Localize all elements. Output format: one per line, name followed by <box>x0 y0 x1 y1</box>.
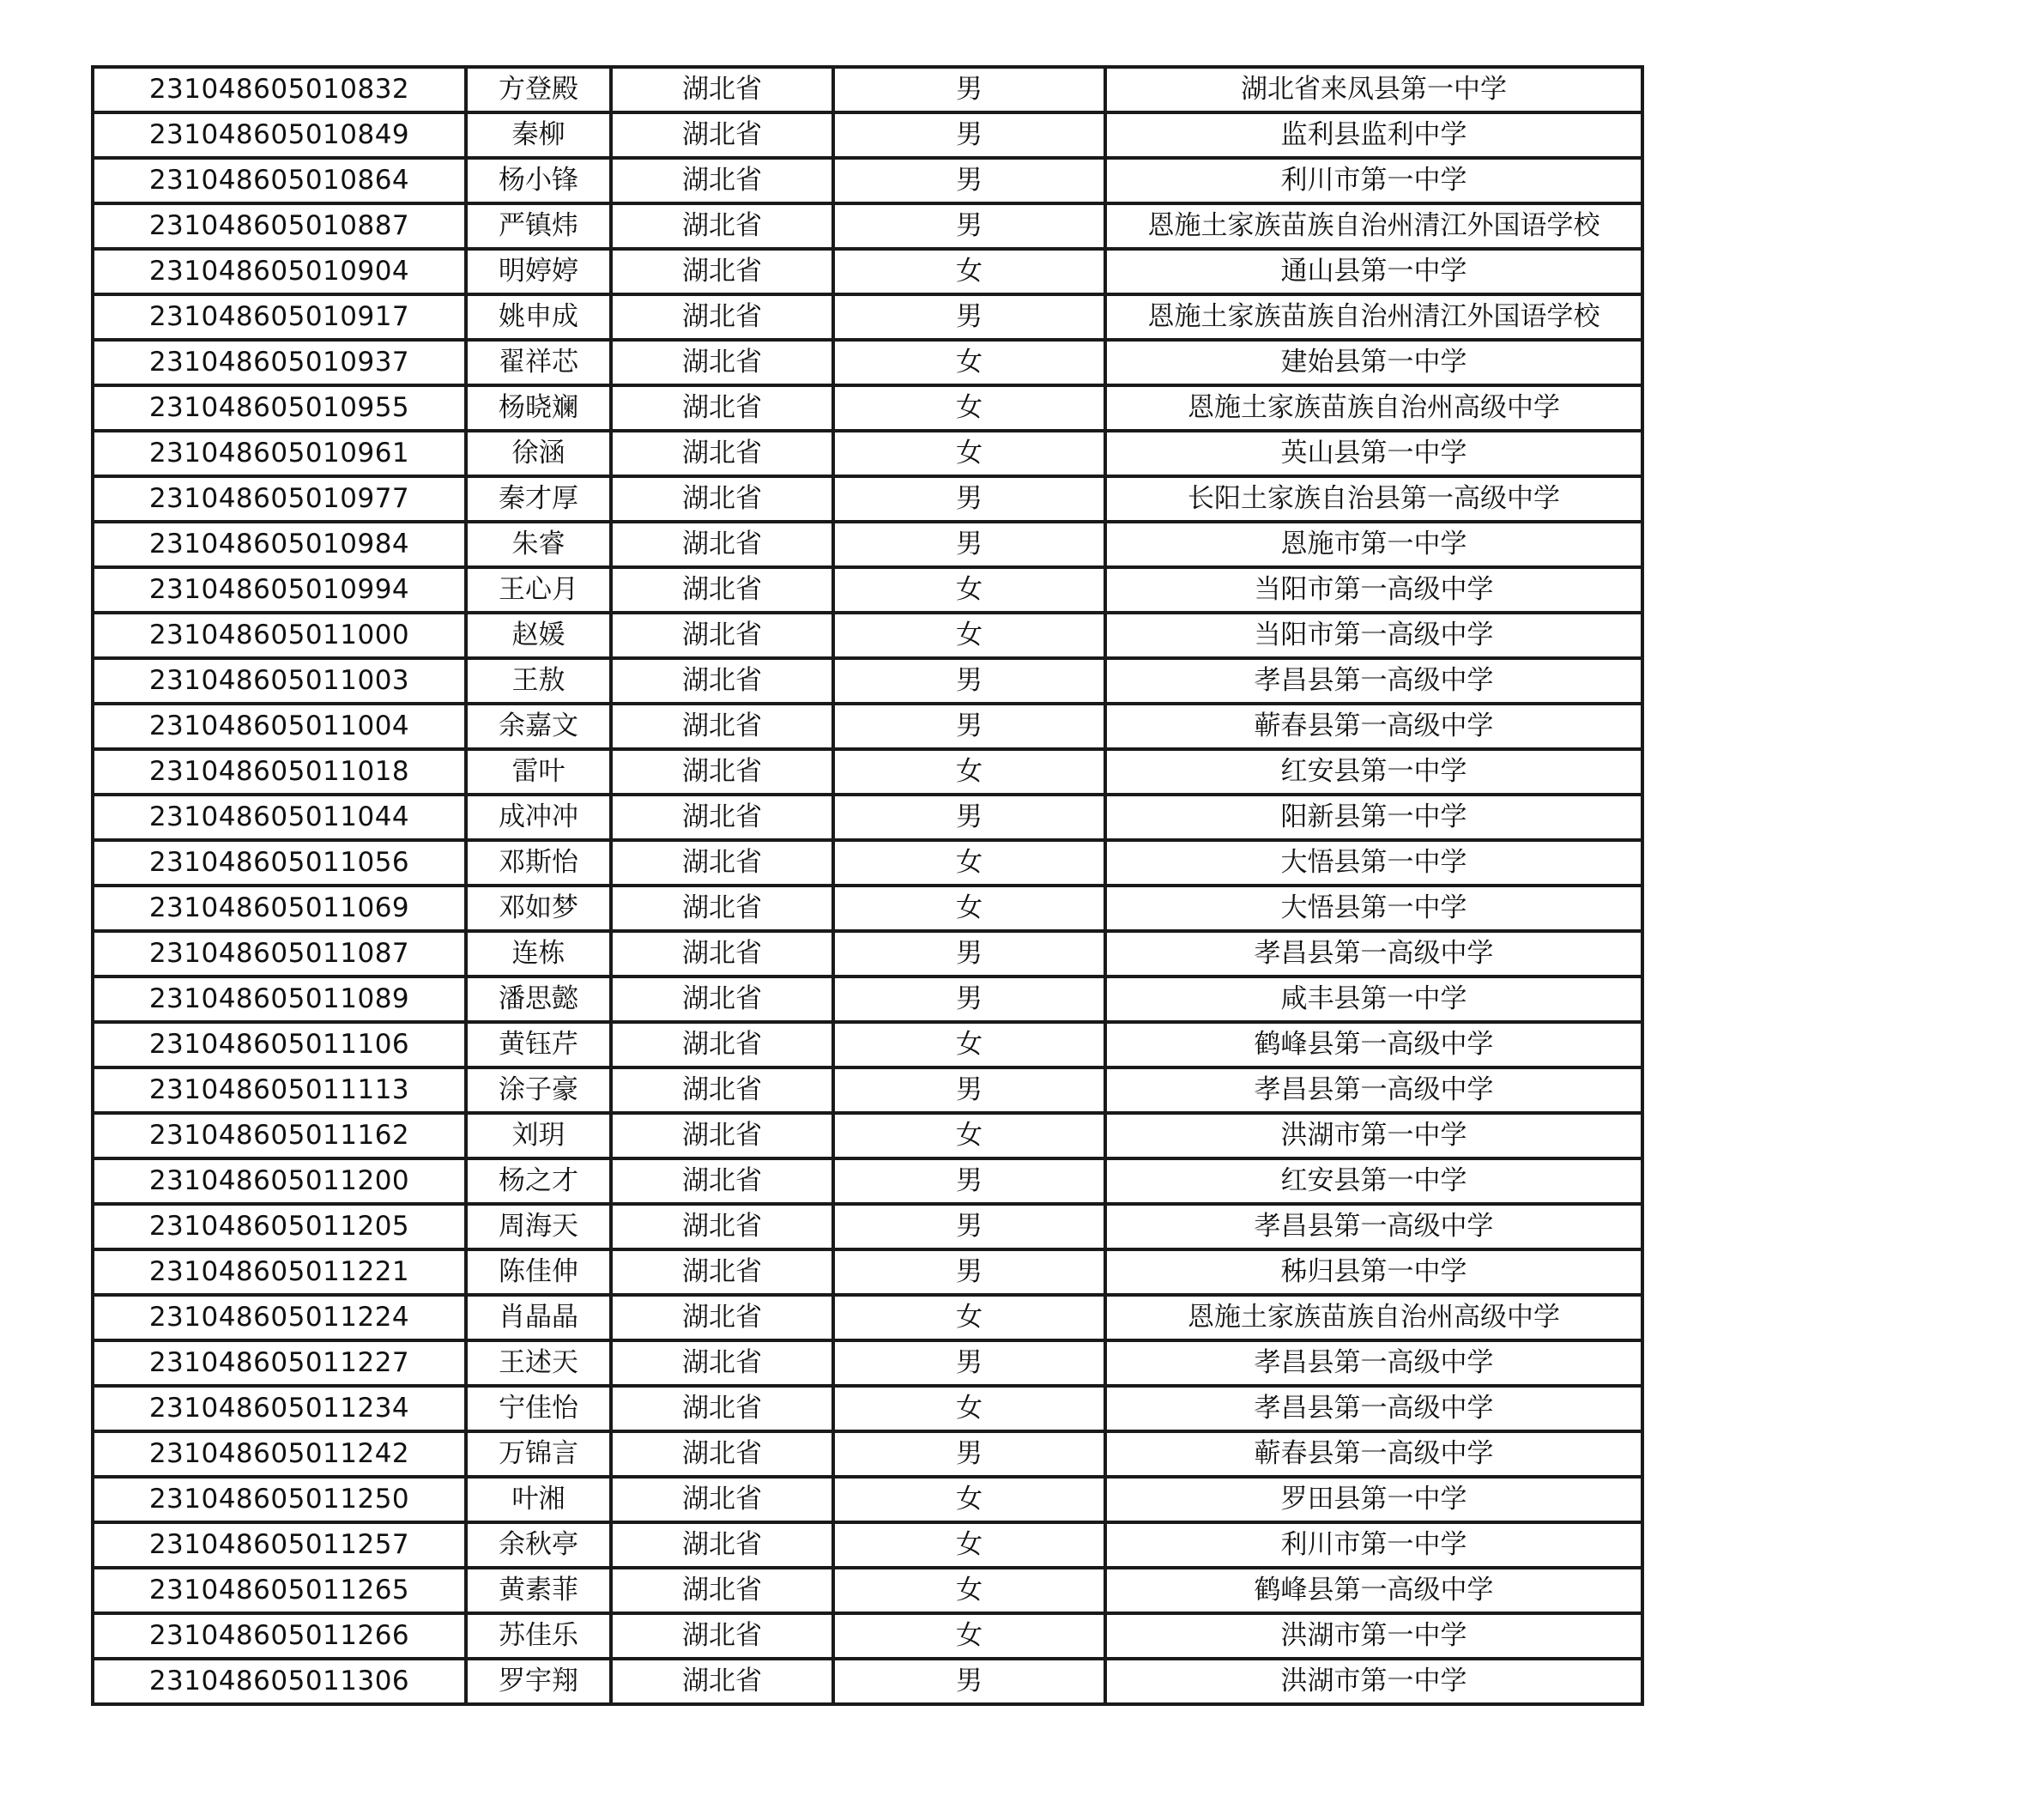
province-cell: 湖北省 <box>611 1249 833 1295</box>
student-id-cell: 231048605011227 <box>93 1340 466 1386</box>
province-cell: 湖北省 <box>611 1568 833 1613</box>
student-id-cell: 231048605010864 <box>93 158 466 203</box>
province-cell: 湖北省 <box>611 112 833 158</box>
student-name-cell: 宁佳怡 <box>466 1386 611 1431</box>
gender-cell: 女 <box>833 1022 1105 1067</box>
table-row <box>93 886 1642 931</box>
province-cell: 湖北省 <box>611 249 833 294</box>
province-cell: 湖北省 <box>611 1340 833 1386</box>
student-id-cell: 231048605010977 <box>93 476 466 522</box>
province-cell: 湖北省 <box>611 1431 833 1477</box>
school-cell: 建始县第一中学 <box>1105 340 1642 385</box>
school-cell: 恩施土家族苗族自治州清江外国语学校 <box>1105 203 1642 249</box>
table-row <box>93 1295 1642 1340</box>
table-row <box>93 977 1642 1022</box>
student-name-cell: 雷叶 <box>466 749 611 795</box>
gender-cell: 男 <box>833 795 1105 840</box>
school-cell: 蕲春县第一高级中学 <box>1105 1431 1642 1477</box>
table-row <box>93 658 1642 704</box>
student-id-cell: 231048605011018 <box>93 749 466 795</box>
province-cell: 湖北省 <box>611 1158 833 1204</box>
table-row <box>93 1113 1642 1158</box>
table-row <box>93 1568 1642 1613</box>
student-id-cell: 231048605010849 <box>93 112 466 158</box>
student-id-cell: 231048605010832 <box>93 67 466 112</box>
school-cell: 洪湖市第一中学 <box>1105 1659 1642 1704</box>
gender-cell: 女 <box>833 385 1105 431</box>
province-cell: 湖北省 <box>611 886 833 931</box>
school-cell: 英山县第一中学 <box>1105 431 1642 476</box>
table-row <box>93 795 1642 840</box>
province-cell: 湖北省 <box>611 840 833 886</box>
student-id-cell: 231048605011106 <box>93 1022 466 1067</box>
province-cell: 湖北省 <box>611 203 833 249</box>
student-name-cell: 潘思懿 <box>466 977 611 1022</box>
gender-cell: 男 <box>833 158 1105 203</box>
school-cell: 孝昌县第一高级中学 <box>1105 1204 1642 1249</box>
table-row <box>93 67 1642 112</box>
province-cell: 湖北省 <box>611 704 833 749</box>
province-cell: 湖北省 <box>611 613 833 658</box>
school-cell: 利川市第一中学 <box>1105 158 1642 203</box>
school-cell: 恩施市第一中学 <box>1105 522 1642 567</box>
province-cell: 湖北省 <box>611 1386 833 1431</box>
student-name-cell: 秦柳 <box>466 112 611 158</box>
gender-cell: 女 <box>833 1477 1105 1522</box>
gender-cell: 男 <box>833 1067 1105 1113</box>
student-id-cell: 231048605011003 <box>93 658 466 704</box>
school-cell: 红安县第一中学 <box>1105 749 1642 795</box>
student-id-cell: 231048605011266 <box>93 1613 466 1659</box>
gender-cell: 女 <box>833 1386 1105 1431</box>
province-cell: 湖北省 <box>611 67 833 112</box>
gender-cell: 女 <box>833 249 1105 294</box>
school-cell: 罗田县第一中学 <box>1105 1477 1642 1522</box>
student-id-cell: 231048605011250 <box>93 1477 466 1522</box>
province-cell: 湖北省 <box>611 749 833 795</box>
student-id-cell: 231048605011162 <box>93 1113 466 1158</box>
student-id-cell: 231048605011224 <box>93 1295 466 1340</box>
school-cell: 孝昌县第一高级中学 <box>1105 1340 1642 1386</box>
student-id-cell: 231048605010937 <box>93 340 466 385</box>
school-cell: 恩施土家族苗族自治州高级中学 <box>1105 385 1642 431</box>
gender-cell: 男 <box>833 522 1105 567</box>
province-cell: 湖北省 <box>611 158 833 203</box>
school-cell: 长阳土家族自治县第一高级中学 <box>1105 476 1642 522</box>
student-id-cell: 231048605011069 <box>93 886 466 931</box>
province-cell: 湖北省 <box>611 1295 833 1340</box>
table-row <box>93 840 1642 886</box>
table-row <box>93 385 1642 431</box>
school-cell: 恩施土家族苗族自治州高级中学 <box>1105 1295 1642 1340</box>
table-row <box>93 613 1642 658</box>
roster-body <box>93 67 1642 1704</box>
student-name-cell: 叶湘 <box>466 1477 611 1522</box>
student-name-cell: 杨小锋 <box>466 158 611 203</box>
student-name-cell: 方登殿 <box>466 67 611 112</box>
student-id-cell: 231048605011242 <box>93 1431 466 1477</box>
gender-cell: 男 <box>833 1340 1105 1386</box>
student-name-cell: 余嘉文 <box>466 704 611 749</box>
gender-cell: 男 <box>833 1431 1105 1477</box>
student-id-cell: 231048605011265 <box>93 1568 466 1613</box>
table-row <box>93 476 1642 522</box>
student-id-cell: 231048605011234 <box>93 1386 466 1431</box>
gender-cell: 女 <box>833 1522 1105 1568</box>
student-name-cell: 杨晓斓 <box>466 385 611 431</box>
province-cell: 湖北省 <box>611 1659 833 1704</box>
table-row <box>93 1613 1642 1659</box>
student-name-cell: 万锦言 <box>466 1431 611 1477</box>
student-id-cell: 231048605011004 <box>93 704 466 749</box>
gender-cell: 男 <box>833 476 1105 522</box>
gender-cell: 女 <box>833 567 1105 613</box>
school-cell: 蕲春县第一高级中学 <box>1105 704 1642 749</box>
gender-cell: 男 <box>833 1659 1105 1704</box>
table-row <box>93 1022 1642 1067</box>
province-cell: 湖北省 <box>611 1613 833 1659</box>
student-name-cell: 邓如梦 <box>466 886 611 931</box>
table-row <box>93 1659 1642 1704</box>
student-name-cell: 陈佳伸 <box>466 1249 611 1295</box>
school-cell: 当阳市第一高级中学 <box>1105 567 1642 613</box>
table-row <box>93 704 1642 749</box>
student-name-cell: 刘玥 <box>466 1113 611 1158</box>
school-cell: 大悟县第一中学 <box>1105 840 1642 886</box>
student-name-cell: 涂子豪 <box>466 1067 611 1113</box>
gender-cell: 女 <box>833 340 1105 385</box>
gender-cell: 男 <box>833 67 1105 112</box>
student-id-cell: 231048605011089 <box>93 977 466 1022</box>
gender-cell: 女 <box>833 613 1105 658</box>
student-id-cell: 231048605010984 <box>93 522 466 567</box>
table-row <box>93 1477 1642 1522</box>
table-row <box>93 1204 1642 1249</box>
school-cell: 恩施土家族苗族自治州清江外国语学校 <box>1105 294 1642 340</box>
school-cell: 当阳市第一高级中学 <box>1105 613 1642 658</box>
gender-cell: 女 <box>833 1613 1105 1659</box>
student-name-cell: 黄钰芹 <box>466 1022 611 1067</box>
student-name-cell: 杨之才 <box>466 1158 611 1204</box>
gender-cell: 男 <box>833 931 1105 977</box>
province-cell: 湖北省 <box>611 977 833 1022</box>
student-name-cell: 成冲冲 <box>466 795 611 840</box>
student-id-cell: 231048605010904 <box>93 249 466 294</box>
roster-table <box>91 65 1644 1706</box>
student-id-cell: 231048605011044 <box>93 795 466 840</box>
table-row <box>93 1067 1642 1113</box>
school-cell: 洪湖市第一中学 <box>1105 1113 1642 1158</box>
table-row <box>93 203 1642 249</box>
student-name-cell: 姚申成 <box>466 294 611 340</box>
school-cell: 孝昌县第一高级中学 <box>1105 658 1642 704</box>
student-name-cell: 徐涵 <box>466 431 611 476</box>
table-row <box>93 340 1642 385</box>
table-row <box>93 1522 1642 1568</box>
student-name-cell: 邓斯怡 <box>466 840 611 886</box>
school-cell: 鹤峰县第一高级中学 <box>1105 1022 1642 1067</box>
student-name-cell: 明婷婷 <box>466 249 611 294</box>
province-cell: 湖北省 <box>611 385 833 431</box>
school-cell: 监利县监利中学 <box>1105 112 1642 158</box>
table-row <box>93 567 1642 613</box>
table-row <box>93 1340 1642 1386</box>
province-cell: 湖北省 <box>611 931 833 977</box>
school-cell: 秭归县第一中学 <box>1105 1249 1642 1295</box>
student-name-cell: 周海天 <box>466 1204 611 1249</box>
student-name-cell: 连栋 <box>466 931 611 977</box>
gender-cell: 女 <box>833 431 1105 476</box>
gender-cell: 男 <box>833 1158 1105 1204</box>
student-id-cell: 231048605010994 <box>93 567 466 613</box>
gender-cell: 男 <box>833 112 1105 158</box>
province-cell: 湖北省 <box>611 1477 833 1522</box>
school-cell: 孝昌县第一高级中学 <box>1105 1386 1642 1431</box>
province-cell: 湖北省 <box>611 1113 833 1158</box>
table-row <box>93 1249 1642 1295</box>
school-cell: 利川市第一中学 <box>1105 1522 1642 1568</box>
gender-cell: 男 <box>833 1204 1105 1249</box>
province-cell: 湖北省 <box>611 795 833 840</box>
table-row <box>93 249 1642 294</box>
student-name-cell: 翟祥芯 <box>466 340 611 385</box>
gender-cell: 女 <box>833 1113 1105 1158</box>
gender-cell: 男 <box>833 704 1105 749</box>
student-name-cell: 肖晶晶 <box>466 1295 611 1340</box>
table-row <box>93 522 1642 567</box>
gender-cell: 男 <box>833 203 1105 249</box>
gender-cell: 女 <box>833 749 1105 795</box>
school-cell: 红安县第一中学 <box>1105 1158 1642 1204</box>
student-id-cell: 231048605011205 <box>93 1204 466 1249</box>
table-row <box>93 1386 1642 1431</box>
province-cell: 湖北省 <box>611 340 833 385</box>
province-cell: 湖北省 <box>611 1204 833 1249</box>
table-row <box>93 112 1642 158</box>
student-id-cell: 231048605011087 <box>93 931 466 977</box>
table-row <box>93 931 1642 977</box>
student-id-cell: 231048605011056 <box>93 840 466 886</box>
gender-cell: 男 <box>833 1249 1105 1295</box>
student-id-cell: 231048605010887 <box>93 203 466 249</box>
school-cell: 大悟县第一中学 <box>1105 886 1642 931</box>
student-id-cell: 231048605011221 <box>93 1249 466 1295</box>
school-cell: 鹤峰县第一高级中学 <box>1105 1568 1642 1613</box>
school-cell: 孝昌县第一高级中学 <box>1105 1067 1642 1113</box>
student-name-cell: 苏佳乐 <box>466 1613 611 1659</box>
table-row <box>93 158 1642 203</box>
gender-cell: 女 <box>833 886 1105 931</box>
table-row <box>93 1158 1642 1204</box>
table-row <box>93 1431 1642 1477</box>
student-name-cell: 罗宇翔 <box>466 1659 611 1704</box>
school-cell: 通山县第一中学 <box>1105 249 1642 294</box>
student-name-cell: 严镇炜 <box>466 203 611 249</box>
table-row <box>93 431 1642 476</box>
gender-cell: 男 <box>833 977 1105 1022</box>
province-cell: 湖北省 <box>611 567 833 613</box>
student-name-cell: 王述天 <box>466 1340 611 1386</box>
student-id-cell: 231048605011000 <box>93 613 466 658</box>
gender-cell: 女 <box>833 1295 1105 1340</box>
school-cell: 孝昌县第一高级中学 <box>1105 931 1642 977</box>
student-id-cell: 231048605011200 <box>93 1158 466 1204</box>
student-id-cell: 231048605010917 <box>93 294 466 340</box>
student-name-cell: 秦才厚 <box>466 476 611 522</box>
province-cell: 湖北省 <box>611 1067 833 1113</box>
school-cell: 湖北省来凤县第一中学 <box>1105 67 1642 112</box>
table-row <box>93 749 1642 795</box>
student-name-cell: 朱睿 <box>466 522 611 567</box>
student-id-cell: 231048605011257 <box>93 1522 466 1568</box>
student-name-cell: 赵媛 <box>466 613 611 658</box>
province-cell: 湖北省 <box>611 294 833 340</box>
student-id-cell: 231048605011306 <box>93 1659 466 1704</box>
province-cell: 湖北省 <box>611 522 833 567</box>
school-cell: 咸丰县第一中学 <box>1105 977 1642 1022</box>
table-row <box>93 294 1642 340</box>
province-cell: 湖北省 <box>611 1522 833 1568</box>
student-name-cell: 黄素菲 <box>466 1568 611 1613</box>
province-cell: 湖北省 <box>611 476 833 522</box>
province-cell: 湖北省 <box>611 658 833 704</box>
student-name-cell: 王心月 <box>466 567 611 613</box>
student-id-cell: 231048605011113 <box>93 1067 466 1113</box>
gender-cell: 女 <box>833 840 1105 886</box>
school-cell: 洪湖市第一中学 <box>1105 1613 1642 1659</box>
gender-cell: 女 <box>833 1568 1105 1613</box>
student-id-cell: 231048605010961 <box>93 431 466 476</box>
student-name-cell: 余秋亭 <box>466 1522 611 1568</box>
student-id-cell: 231048605010955 <box>93 385 466 431</box>
student-name-cell: 王敖 <box>466 658 611 704</box>
province-cell: 湖北省 <box>611 431 833 476</box>
school-cell: 阳新县第一中学 <box>1105 795 1642 840</box>
gender-cell: 男 <box>833 294 1105 340</box>
gender-cell: 男 <box>833 658 1105 704</box>
province-cell: 湖北省 <box>611 1022 833 1067</box>
